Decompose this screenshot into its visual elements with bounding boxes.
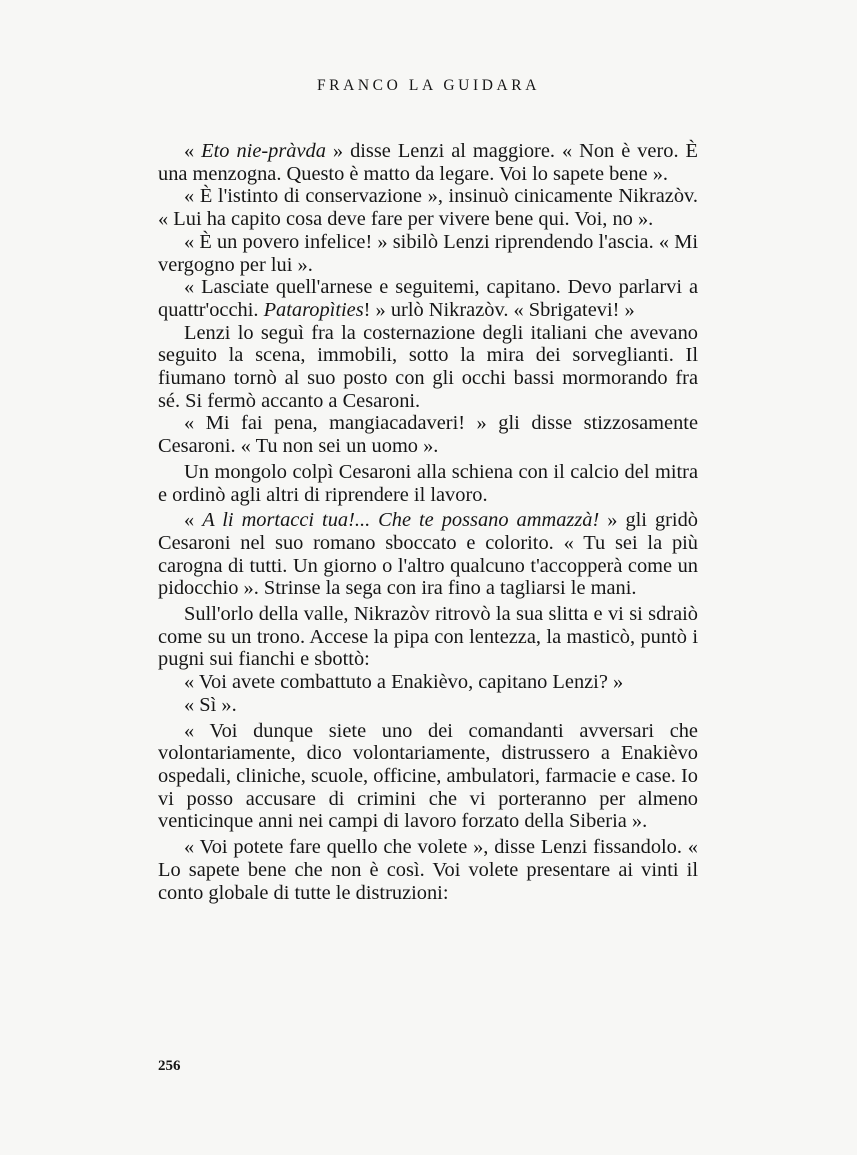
text-run: Lenzi lo seguì fra la costernazione degli italiani che avevano seguito la scena, immobili, sotto la mira dei sorveglianti. Il fiumano tornò al suo posto con gli occhi bassi mormorando fra sé. Si fermò accanto a Cesaroni. — [158, 321, 698, 412]
text-run: ! » urlò Nikrazòv. « Sbrigatevi! » — [363, 298, 635, 321]
paragraph — [158, 276, 698, 321]
text-run: « — [184, 140, 202, 162]
text-run: « È un povero infelice! » sibilò Lenzi riprendendo l'ascia. « Mi vergogno per lui ». — [158, 230, 698, 276]
paragraph — [158, 412, 698, 457]
text-run-italic: Eto nie-pràvda — [201, 140, 326, 162]
paragraph — [158, 509, 698, 600]
text-run: « Lasciate quell'arnese e seguitemi, capitano. Devo parlarvi a quattr'occhi. — [158, 276, 698, 321]
text-run: « È l'istinto di conservazione », insinuò cinicamente Nikrazòv. « Lui ha capito cosa deve fare per vivere bene qui. Voi, no ». — [158, 185, 698, 231]
text-run: « Voi potete fare quello che volete », disse Lenzi fissandolo. « Lo sapete bene che non è così. Voi volete presentare ai vinti il conto globale di tutte le distruzioni: — [158, 836, 698, 904]
text-run-italic: A li mortacci tua!... Che te possano ammazzà! — [202, 509, 600, 532]
text-run: « — [184, 509, 203, 532]
text-run: « Voi dunque siete uno dei comandanti avversari che volontariamente, dico volontariamente, distrussero a Enakièvo ospedali, cliniche, scuole, officine, ambulatori, farmacie e case. Io vi posso accusare di crimini che vi porteranno per almeno venticinque anni nei campi di lavoro forzato della Siberia ». — [158, 719, 698, 833]
paragraph — [158, 603, 698, 671]
text-run: Un mongolo colpì Cesaroni alla schiena con il calcio del mitra e ordinò agli altri di riprendere il lavoro. — [158, 460, 698, 506]
text-run: « Mi fai pena, mangiacadaveri! » gli disse stizzosamente Cesaroni. « Tu non sei un uomo ». — [158, 412, 698, 458]
text-run: « Sì ». — [184, 693, 237, 716]
paragraph — [158, 671, 698, 694]
paragraph — [158, 461, 698, 506]
page-number: 256 — [158, 1058, 181, 1074]
paragraph — [158, 836, 698, 904]
body-text — [158, 140, 698, 904]
text-run: » gli gridò Cesaroni nel suo romano sboccato e colorito. « Tu sei la più carogna di tutti. Un giorno o l'altro qualcuno t'accopperà come un pidocchio ». Strinse la sega con ira fino a tagliarsi le mani. — [158, 509, 698, 600]
paragraph — [158, 720, 698, 834]
paragraph — [158, 694, 698, 717]
text-run: Sull'orlo della valle, Nikrazòv ritrovò la sua slitta e vi si sdraiò come su un trono. Accese la pipa con lentezza, la masticò, puntò i pugni sui fianchi e sbottò: — [158, 603, 698, 671]
paragraph — [158, 231, 698, 276]
text-run: » disse Lenzi al maggiore. « Non è vero. È una menzogna. Questo è matto da legare. Voi lo sapete bene ». — [158, 140, 698, 185]
text-run-italic: Pataropìties — [263, 298, 364, 321]
running-header: FRANCO LA GUIDARA — [316, 77, 541, 94]
paragraph — [158, 185, 698, 230]
text-run: « Voi avete combattuto a Enakièvo, capitano Lenzi? » — [184, 671, 624, 694]
paragraph — [158, 140, 698, 185]
paragraph — [158, 322, 698, 413]
